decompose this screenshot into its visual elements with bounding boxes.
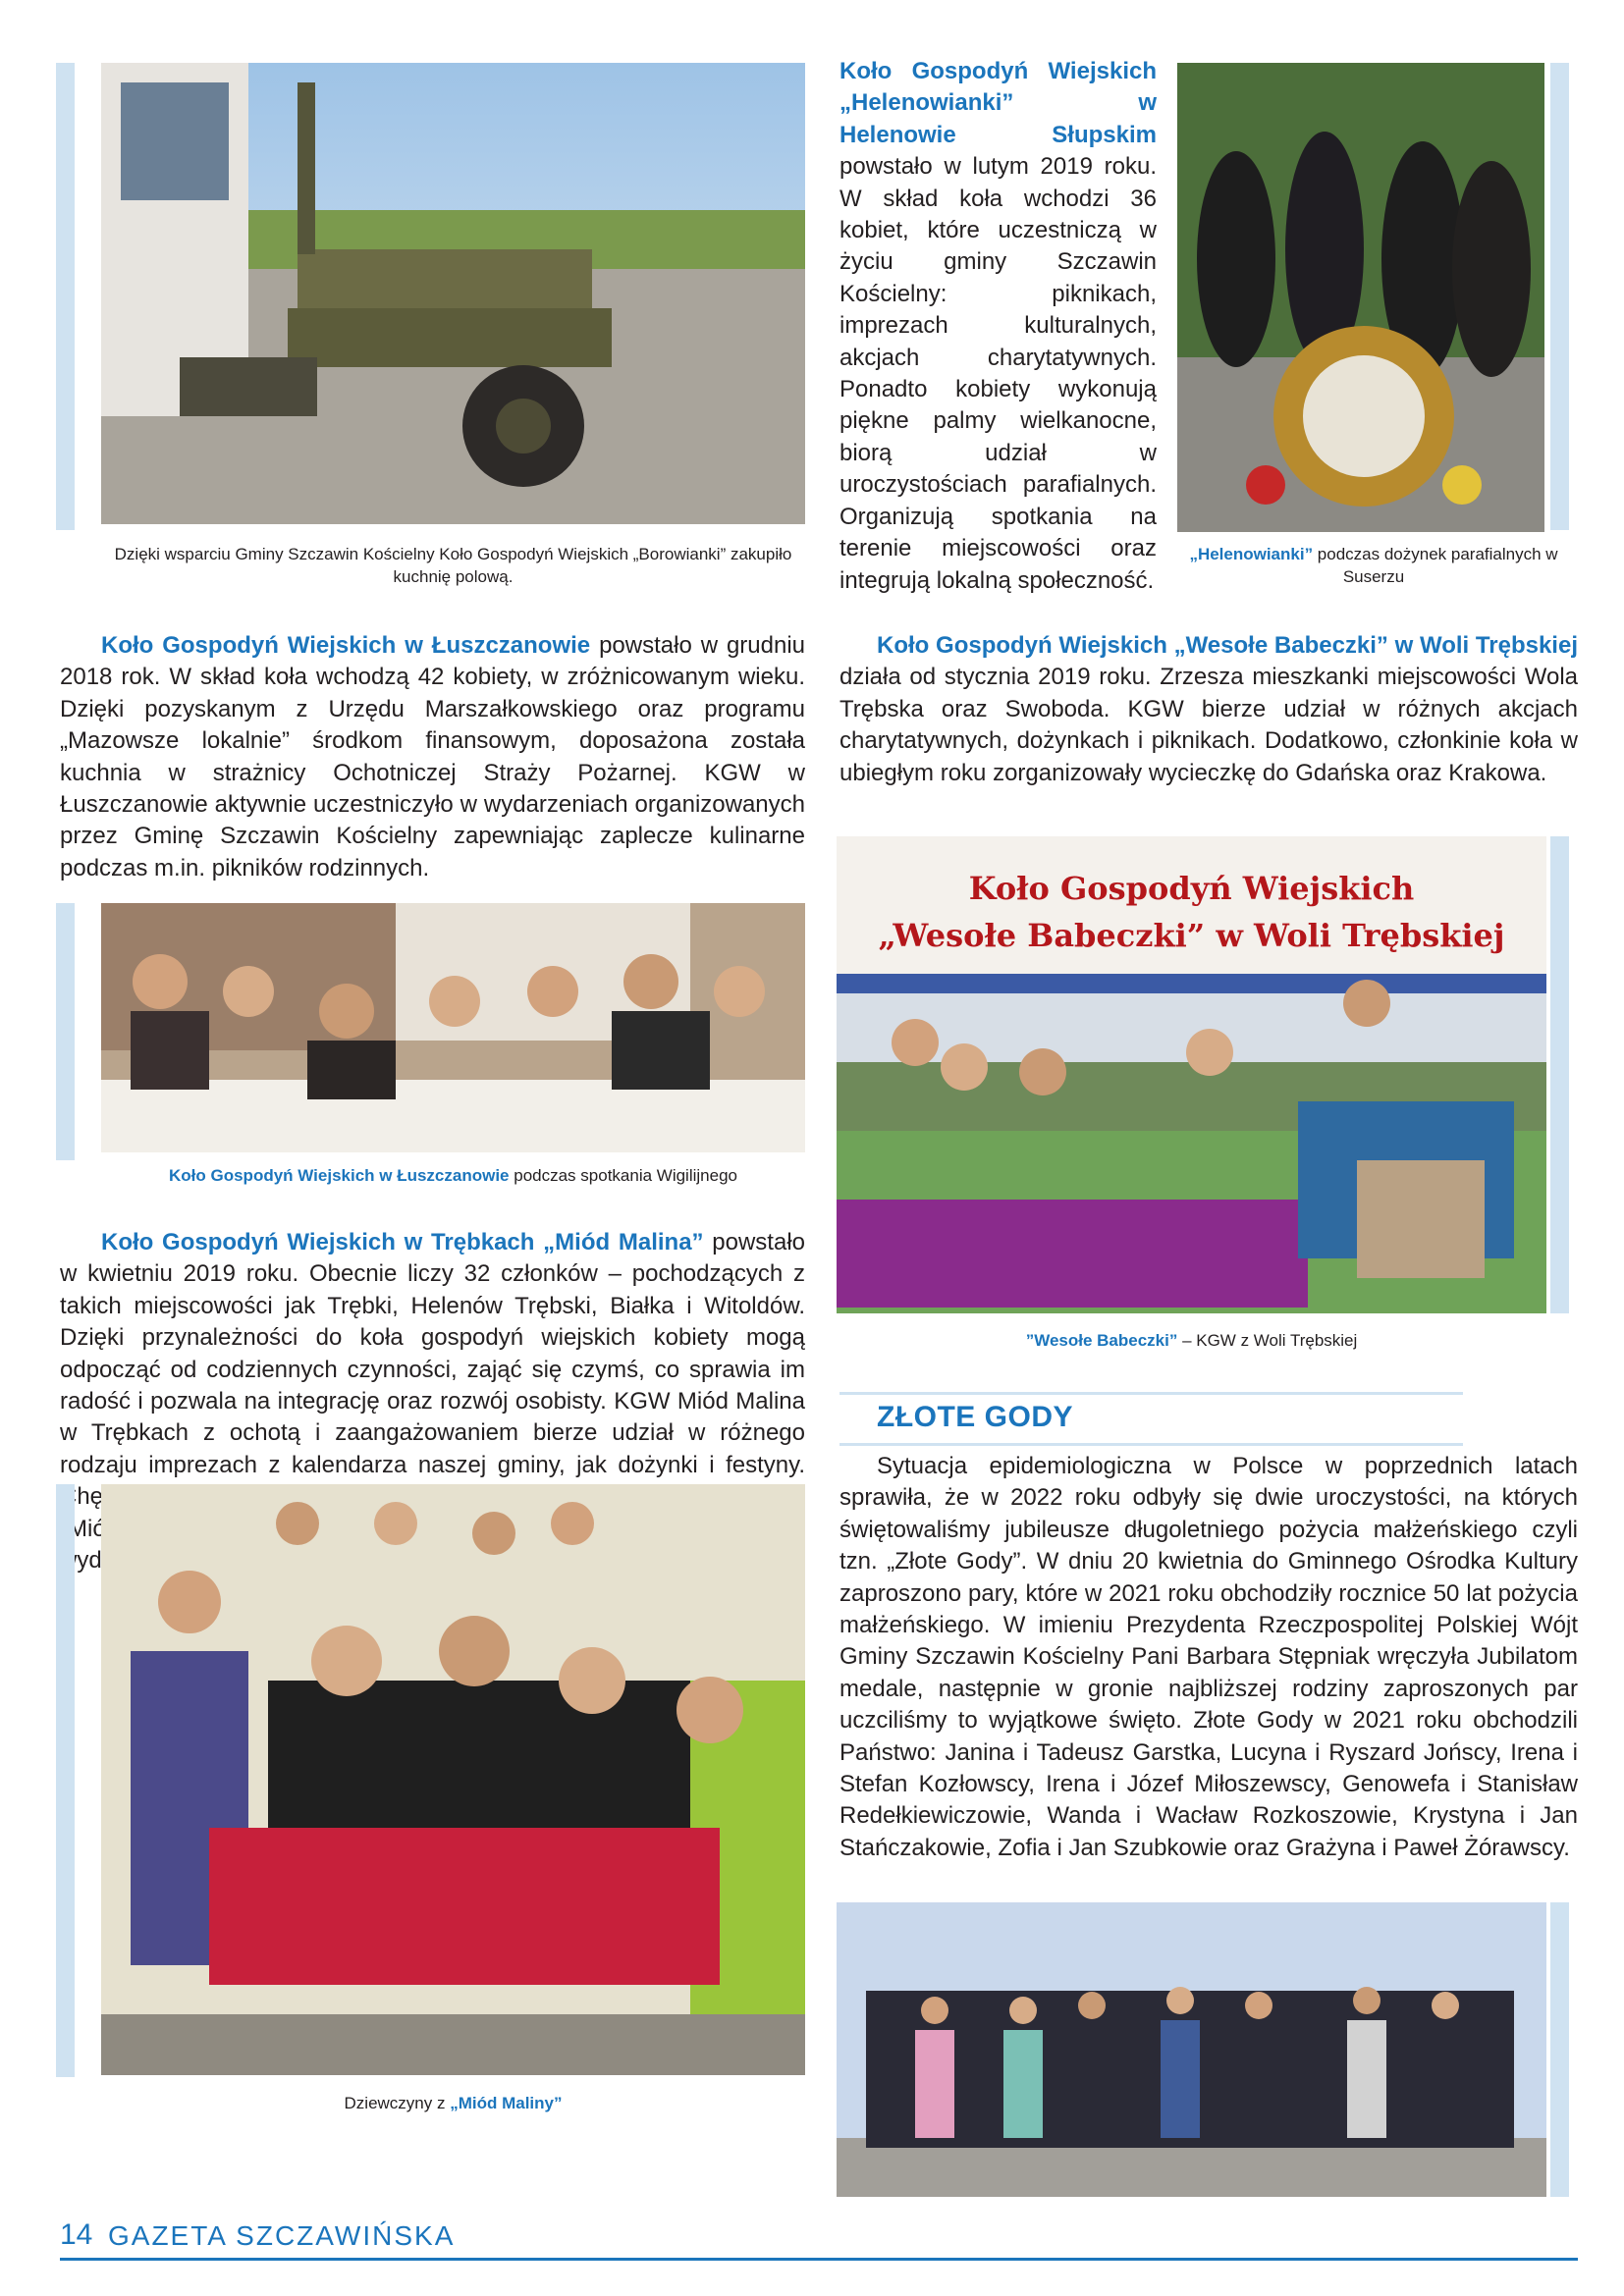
publication-title: GAZETA SZCZAWIŃSKA bbox=[108, 2220, 456, 2251]
wesole-caption-text: – KGW z Woli Trębskiej bbox=[1177, 1331, 1358, 1350]
wesole-babeczki-photo bbox=[837, 836, 1546, 1313]
article-wesole-lead: Koło Gospodyń Wiejskich „Wesołe Babeczki” w Woli Trębskiej bbox=[877, 632, 1578, 659]
article-miod-lead: Koło Gospodyń Wiejskich w Trębkach „Miód Malina” bbox=[101, 1229, 704, 1255]
field-kitchen-caption: Dzięki wsparciu Gminy Szczawin Kościelny Koło Gospodyń Wiejskich „Borowianki” zakupiło kuchnię polową. bbox=[114, 545, 792, 586]
article-luszczanowo bbox=[60, 630, 805, 884]
miod-malina-photo bbox=[101, 1484, 805, 2075]
article-wesole-text: działa od stycznia 2019 roku. Zrzesza mieszkanki miejscowości Wola Trębska oraz Swoboda. KGW bierze udział w różnych akcjach charytatywnych, dożynkach i piknikach. Dodatkowo, członkinie koła w ubiegłym roku zorganizowały wycieczkę do Gdańska oraz Krakowa. bbox=[839, 664, 1578, 786]
accent-bar bbox=[1550, 1902, 1569, 2197]
banner-line-1: Koło Gospodyń Wiejskich bbox=[968, 870, 1415, 907]
wesole-caption-highlight: ”Wesołe Babeczki” bbox=[1025, 1331, 1178, 1350]
helenowianki-photo bbox=[1177, 63, 1544, 532]
miod-caption-prefix: Dziewczyny z bbox=[344, 2094, 451, 2112]
section-rule-bottom bbox=[839, 1443, 1463, 1446]
page-number: 14 bbox=[60, 2218, 93, 2251]
zlote-gody-photo bbox=[837, 1902, 1546, 2197]
helenowianki-caption-highlight: „Helenowianki” bbox=[1189, 545, 1314, 563]
accent-bar bbox=[1550, 836, 1569, 1313]
footer-rule bbox=[60, 2258, 1578, 2261]
luszczanowo-photo bbox=[101, 903, 805, 1152]
luszczanowo-caption-highlight: Koło Gospodyń Wiejskich w Łuszczanowie bbox=[169, 1166, 510, 1185]
section-rule-top bbox=[839, 1392, 1463, 1395]
accent-bar bbox=[56, 63, 75, 530]
helenowianki-icon bbox=[1177, 63, 1544, 532]
helenowianki-caption bbox=[1177, 543, 1570, 588]
zlote-gody-icon bbox=[837, 1902, 1546, 2197]
article-miod-text: powstało w kwietniu 2019 roku. Obecnie liczy 32 członków – pochodzących z takich miejscowości jak Trębki, Helenów Trębski, Białka i Witoldów. Dzięki przynależności do koła gospodyń wiejskich kobiety mogą odpocząć od codziennych czynności, zająć się czymś, co sprawia im radość i pozwala na integrację oraz rozwój osobisty. KGW Miód Malina w Trębkach z ochotą i zaangażowaniem bierze udział w różnego rodzaju imprezach z kalendarza naszej gminy, jak dożynki i festyny. Chętnie „Miód bbox=[60, 1229, 805, 1542]
miod-malina-caption bbox=[101, 2092, 805, 2114]
wesole-babeczki-caption bbox=[837, 1329, 1546, 1352]
helenowianki-caption-text: podczas dożynek parafialnych w Suserzu bbox=[1313, 545, 1558, 586]
miod-caption-highlight: „Miód Maliny” bbox=[450, 2094, 563, 2112]
luszczanowo-caption bbox=[101, 1164, 805, 1187]
article-zlote-gody: Sytuacja epidemiologiczna w Polsce w poprzednich latach sprawiła, że w 2022 roku odbyły się dwie uroczystości, na których świętowaliśmy jubileusze długoletniego pożycia małżeńskiego czyli tzn. „Złote Gody”. W dniu 20 kwietnia do Gminnego Ośrodka Kultury zaproszono pary, które w 2021 roku obchodziły rocznice 50 lat pożycia małżeńskiego. W imieniu Prezydenta Rzeczpospolitej Polskiej Wójt Gminy Szczawin Kościelny Pani Barbara Stępniak wręczyła Jubilatom medale, następnie w gronie najbliższej rodziny zaproszonych par uczciliśmy to wyjątkowe święto. Złote Gody w 2021 roku obchodzili Państwo: Janina i Tadeusz Garstka, Lucyna i Ryszard Jońscy, Irena i Stefan Kozłowscy, Irena i Józef Miłoszewscy, Genowefa i Stanisław Redełkiewiczowie, Wanda i Wacław Rozkoszowie, Krystyna i Jan Stańczakowie, Zofia i Jan Szubkowie oraz Grażyna i Paweł Żórawscy. bbox=[839, 1453, 1578, 1861]
article-helenowianki-lead: Koło Gospodyń Wiejskich „Helenowianki” w Helenowie Słupskim bbox=[839, 58, 1157, 148]
wesole-babeczki-icon bbox=[837, 836, 1546, 1313]
field-kitchen-icon bbox=[101, 63, 805, 524]
article-luszczanowo-lead: Koło Gospodyń Wiejskich w Łuszczanowie bbox=[101, 632, 591, 659]
article-helenowianki bbox=[839, 56, 1157, 597]
article-luszczanowo-text: powstało w grudniu 2018 rok. W skład koła wchodzą 42 kobiety, w zróżnicowanym wieku. Dzięki pozyskanym z Urzędu Marszałkowskiego oraz programu „Mazowsze lokalnie” środkom finansowym, doposażona została kuchnia w strażnicy Ochotniczej Straży Pożarnej. KGW w Łuszczanowie aktywnie uczestniczyło w wydarzeniach organizowanych przez Gminę Szczawin Kościelny zapewniając zaplecze kulinarne podczas m.in. pikników rodzinnych. bbox=[60, 632, 806, 881]
accent-bar bbox=[56, 1484, 75, 2077]
article-wesole-babeczki bbox=[839, 630, 1578, 789]
section-title-zlote-gody: ZŁOTE GODY bbox=[877, 1401, 1073, 1433]
accent-bar bbox=[56, 903, 75, 1160]
field-kitchen-photo bbox=[101, 63, 805, 524]
luszczanowo-caption-text: podczas spotkania Wigilijnego bbox=[509, 1166, 737, 1185]
miod-malina-icon bbox=[101, 1484, 805, 2075]
luszczanowo-icon bbox=[101, 903, 805, 1152]
banner-line-2: „Wesołe Babeczki” w Woli Trębskiej bbox=[878, 917, 1505, 954]
accent-bar bbox=[1550, 63, 1569, 530]
article-helenowianki-text: powstało w lutym 2019 roku. W skład koła wchodzi 36 kobiet, które uczestniczą w życiu gminy Szczawin Kościelny: piknikach, imprezach kulturalnych, akcjach charytatywnych. Ponadto kobiety wykonują piękne palmy wielkanocne, biorą udział w uroczystościach parafialnych. Organizują spotkania na terenie miejscowości oraz integrują lokalną społeczność. bbox=[839, 153, 1157, 594]
